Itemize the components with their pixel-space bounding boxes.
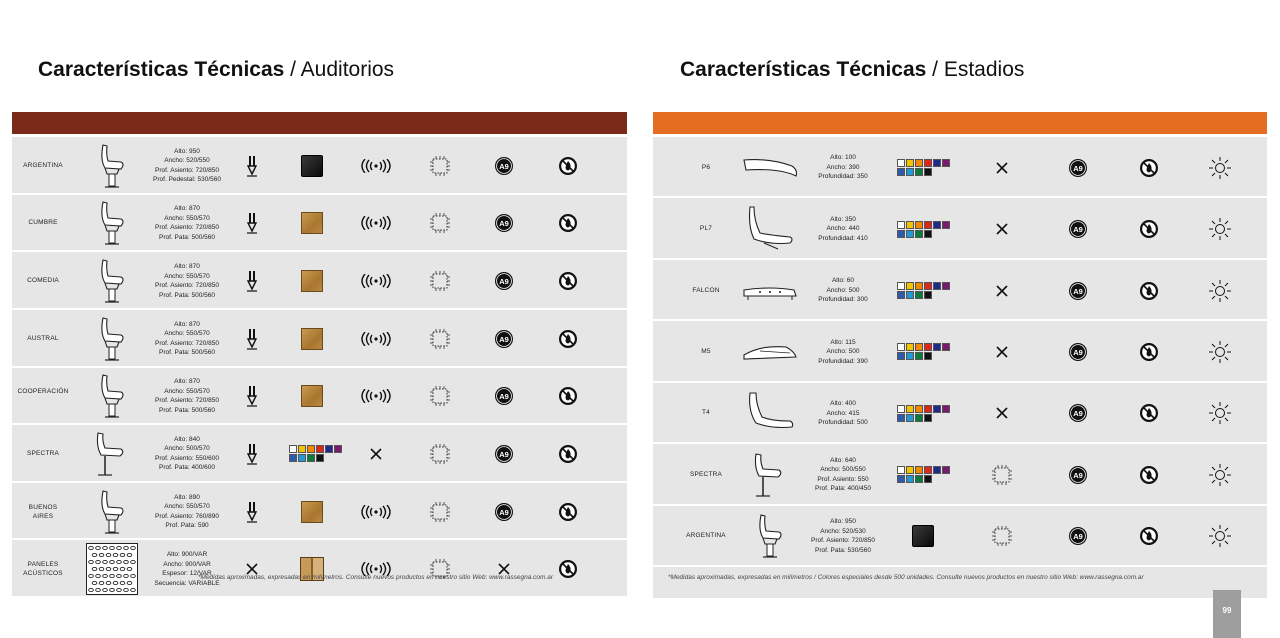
spec-line: Prof. Asiento: 550 <box>817 475 869 483</box>
pen-icon <box>240 368 264 426</box>
a9-icon <box>492 310 516 368</box>
svg-text:A9: A9 <box>1073 347 1083 357</box>
spec-line: Alto: 950 <box>830 518 856 526</box>
table-row <box>653 321 1267 382</box>
svg-text:A9: A9 <box>499 392 509 402</box>
spec-line: Espesor: 12/VAR <box>162 570 212 578</box>
color-swatches <box>891 260 955 321</box>
svg-text:A9: A9 <box>1073 163 1083 173</box>
product-name: COOPERACIÓN <box>17 388 69 396</box>
pen-icon <box>240 137 264 195</box>
spec-line: Ancho: 550/570 <box>164 330 210 338</box>
acoustic-wave-icon <box>357 310 395 368</box>
cross-icon <box>990 137 1014 198</box>
spec-line: Ancho: 500/550 <box>820 466 866 474</box>
spec-line: Prof. Asiento: 550/600 <box>155 454 219 462</box>
product-specs <box>142 493 232 531</box>
fireproof-icon <box>1137 383 1161 444</box>
panel-image <box>84 542 140 596</box>
spec-line: Prof. Pata: 500/560 <box>158 349 215 357</box>
svg-text:A9: A9 <box>1073 532 1083 542</box>
product-name: PANELES ACÚSTICOS <box>23 561 63 578</box>
acoustic-wave-icon <box>357 137 395 195</box>
page-title: Características Técnicas / Estadios <box>680 58 1025 81</box>
acoustic-wave-icon <box>357 483 395 541</box>
spec-line: Prof. Pedestal: 530/560 <box>153 176 221 184</box>
fireproof-icon <box>556 368 580 426</box>
spec-line: Alto: 950 <box>174 147 200 155</box>
svg-text:A9: A9 <box>1073 286 1083 296</box>
spec-line: Prof. Pata: 590 <box>165 522 209 530</box>
table-row <box>12 137 627 195</box>
spec-line: Ancho: 440 <box>826 225 860 233</box>
a9-icon <box>1066 321 1090 382</box>
acoustic-wave-icon <box>357 195 395 253</box>
fireproof-icon <box>1137 444 1161 505</box>
dimension-icon <box>990 444 1014 505</box>
color-swatches <box>897 405 950 422</box>
table-row <box>653 383 1267 444</box>
page-title: Características Técnicas / Auditorios <box>38 58 395 81</box>
cross-icon <box>990 260 1014 321</box>
a9-icon <box>492 252 516 310</box>
product-name: P6 <box>701 163 711 171</box>
color-swatches <box>891 321 955 382</box>
spec-line: Alto: 900/VAR <box>166 551 208 559</box>
product-name: AUSTRAL <box>27 334 59 342</box>
chair-image <box>84 312 140 366</box>
svg-text:A9: A9 <box>1073 470 1083 480</box>
spec-line: Prof. Asiento: 720/850 <box>155 224 219 232</box>
svg-text:A9: A9 <box>499 449 509 459</box>
table-row <box>12 483 627 541</box>
table-row <box>12 540 627 598</box>
svg-text:A9: A9 <box>499 334 509 344</box>
cross-icon <box>990 198 1014 259</box>
spec-line: Alto: 60 <box>831 277 855 285</box>
color-swatches <box>891 198 955 259</box>
seat-image <box>733 385 807 442</box>
chair-image <box>84 370 140 424</box>
dimension-icon <box>428 368 452 426</box>
a9-icon <box>492 483 516 541</box>
fireproof-icon <box>556 483 580 541</box>
spec-line: Alto: 870 <box>174 205 200 213</box>
table-row <box>653 506 1267 567</box>
pen-icon <box>240 252 264 310</box>
product-name: M5 <box>701 347 711 355</box>
spec-line: Prof. Asiento: 720/850 <box>155 282 219 290</box>
fireproof-icon <box>1137 321 1161 382</box>
acoustic-wave-icon <box>357 252 395 310</box>
cross-icon <box>990 321 1014 382</box>
table-row <box>12 252 627 310</box>
spec-line: Prof. Asiento: 720/850 <box>155 166 219 174</box>
dimension-icon <box>428 195 452 253</box>
color-swatches <box>891 444 955 505</box>
dimension-icon <box>428 425 452 483</box>
seat-image <box>733 508 807 565</box>
product-specs <box>803 215 883 244</box>
spec-line: Ancho: 500 <box>826 348 860 356</box>
spec-line: Prof. Asiento: 720/850 <box>811 537 875 545</box>
spec-line: Prof. Pata: 400/600 <box>158 464 215 472</box>
right-page <box>640 0 1280 638</box>
svg-text:A9: A9 <box>1073 409 1083 419</box>
spec-line: Ancho: 520/530 <box>820 527 866 535</box>
uv-resistant-icon <box>1208 506 1232 567</box>
product-name: FALCON <box>692 286 720 294</box>
spec-line: Ancho: 500 <box>826 286 860 294</box>
pen-icon <box>240 425 264 483</box>
fireproof-icon <box>1137 260 1161 321</box>
fireproof-icon <box>556 252 580 310</box>
spec-line: Alto: 840 <box>174 435 200 443</box>
finish-sample <box>300 252 324 310</box>
spec-line: Alto: 640 <box>830 456 856 464</box>
fireproof-icon <box>556 195 580 253</box>
acoustic-wave-icon <box>357 368 395 426</box>
spec-line: Ancho: 550/570 <box>164 272 210 280</box>
color-swatches <box>891 137 955 198</box>
spec-line: Ancho: 415 <box>826 409 860 417</box>
finish-sample <box>300 540 324 598</box>
spec-line: Alto: 890 <box>174 493 200 501</box>
table-row <box>653 260 1267 321</box>
chair-image <box>84 427 140 481</box>
fireproof-icon <box>1137 137 1161 198</box>
spec-line: Ancho: 500/570 <box>164 445 210 453</box>
fireproof-icon <box>556 425 580 483</box>
fireproof-icon <box>556 310 580 368</box>
uv-resistant-icon <box>1208 383 1232 444</box>
spec-line: Alto: 870 <box>174 263 200 271</box>
spec-line: Alto: 400 <box>830 400 856 408</box>
color-swatches <box>897 343 950 360</box>
fireproof-icon <box>556 137 580 195</box>
finish-sample <box>893 506 953 567</box>
product-name: BUENOS AIRES <box>28 503 58 520</box>
finish-sample <box>300 310 324 368</box>
spec-line: Ancho: 550/570 <box>164 387 210 395</box>
color-swatches <box>289 445 342 462</box>
a9-icon <box>1066 137 1090 198</box>
footnote: *Medidas aproximadas, expresadas en milímetros / Colores especiales desde 500 unidades. Consulte nuevos productos en nuestro sitio Web: www.rassegna.com.ar <box>668 574 1144 581</box>
color-swatches <box>891 383 955 444</box>
finish-sample <box>300 195 324 253</box>
spec-line: Prof. Pata: 500/560 <box>158 233 215 241</box>
product-specs <box>803 338 883 367</box>
dimension-icon <box>428 483 452 541</box>
finish-sample <box>300 368 324 426</box>
table-row <box>12 310 627 368</box>
table-row <box>12 368 627 426</box>
accent-bar <box>12 112 627 134</box>
cross-icon <box>990 383 1014 444</box>
product-name: ARGENTINA <box>23 161 63 169</box>
seat-image <box>733 200 807 257</box>
chair-image <box>84 197 140 251</box>
product-specs <box>142 435 232 473</box>
color-swatches <box>897 282 950 299</box>
table-row <box>12 425 627 483</box>
a9-icon <box>1066 383 1090 444</box>
chair-image <box>84 254 140 308</box>
spec-line: Alto: 100 <box>830 154 856 162</box>
table-row <box>12 195 627 253</box>
color-swatches <box>897 466 950 483</box>
seat-image <box>733 139 807 196</box>
spec-line: Prof. Asiento: 720/850 <box>155 339 219 347</box>
spec-line: Prof. Pata: 500/560 <box>158 291 215 299</box>
spec-line: Alto: 870 <box>174 320 200 328</box>
a9-icon <box>1066 260 1090 321</box>
spec-line: Profundidad: 300 <box>818 296 868 304</box>
fireproof-icon <box>1137 198 1161 259</box>
spec-line: Secuencia: VARIABLE <box>154 579 220 587</box>
product-name: CUMBRE <box>28 219 58 227</box>
uv-resistant-icon <box>1208 321 1232 382</box>
color-swatches <box>897 159 950 176</box>
product-specs <box>142 262 232 300</box>
seat-image <box>733 446 807 503</box>
a9-icon <box>492 137 516 195</box>
spec-line: Alto: 115 <box>830 338 856 346</box>
page-number: 99 <box>1213 590 1241 638</box>
product-specs <box>803 153 883 182</box>
accent-bar <box>653 112 1267 134</box>
pen-icon <box>240 483 264 541</box>
uv-resistant-icon <box>1208 137 1232 198</box>
table-row <box>653 444 1267 505</box>
uv-resistant-icon <box>1208 198 1232 259</box>
svg-text:A9: A9 <box>499 507 509 517</box>
product-specs <box>142 377 232 415</box>
spec-line: Prof. Pata: 530/560 <box>814 546 871 554</box>
product-specs <box>142 147 232 185</box>
product-specs <box>142 550 232 588</box>
cross-icon <box>492 540 516 598</box>
fireproof-icon <box>556 540 580 598</box>
spec-line: Ancho: 520/550 <box>164 157 210 165</box>
product-specs <box>803 517 883 555</box>
spec-line: Ancho: 550/570 <box>164 503 210 511</box>
table-row <box>653 137 1267 198</box>
spec-line: Profundidad: 350 <box>818 173 868 181</box>
table-row <box>653 198 1267 259</box>
spec-line: Profundidad: 410 <box>818 234 868 242</box>
spec-line: Profundidad: 500 <box>818 419 868 427</box>
product-specs <box>142 320 232 358</box>
spec-line: Alto: 350 <box>830 215 856 223</box>
uv-resistant-icon <box>1208 260 1232 321</box>
dimension-icon <box>428 137 452 195</box>
auditorium-table <box>12 137 627 598</box>
pen-icon <box>240 310 264 368</box>
fireproof-icon <box>1137 506 1161 567</box>
uv-resistant-icon <box>1208 444 1232 505</box>
seat-image <box>733 262 807 319</box>
chair-image <box>84 485 140 539</box>
a9-icon <box>492 425 516 483</box>
color-swatches <box>280 425 350 483</box>
spec-line: Ancho: 550/570 <box>164 214 210 222</box>
spec-line: Ancho: 900/VAR <box>163 560 211 568</box>
pen-icon <box>240 195 264 253</box>
svg-text:A9: A9 <box>499 219 509 229</box>
dimension-icon <box>428 310 452 368</box>
cross-icon <box>240 540 264 598</box>
spec-line: Prof. Pata: 500/560 <box>158 406 215 414</box>
cross-icon <box>357 425 395 483</box>
spec-line: Prof. Asiento: 720/850 <box>155 397 219 405</box>
a9-icon <box>492 195 516 253</box>
product-name: SPECTRA <box>26 449 60 457</box>
finish-sample <box>300 137 324 195</box>
a9-icon <box>1066 444 1090 505</box>
product-name: T4 <box>702 409 710 417</box>
spec-line: Prof. Pata: 400/450 <box>814 485 871 493</box>
svg-text:A9: A9 <box>499 161 509 171</box>
spec-line: Profundidad: 390 <box>818 357 868 365</box>
finish-sample <box>300 483 324 541</box>
spec-line: Alto: 870 <box>174 378 200 386</box>
product-specs <box>803 276 883 305</box>
product-name: COMEDIA <box>27 277 59 285</box>
product-name: SPECTRA <box>689 470 723 478</box>
a9-icon <box>1066 198 1090 259</box>
product-specs <box>803 399 883 428</box>
svg-text:A9: A9 <box>1073 225 1083 235</box>
spec-line: Ancho: 390 <box>826 163 860 171</box>
acoustic-wave-icon <box>357 540 395 598</box>
spec-line: Prof. Asiento: 760/890 <box>155 512 219 520</box>
footnote: *Medidas aproximadas, expresadas en milímetros. Consulte nuevos productos en nuestro sitio Web: www.rassegna.com.ar <box>198 574 554 581</box>
chair-image <box>84 139 140 193</box>
color-swatches <box>897 221 950 238</box>
product-name: PL7 <box>699 225 713 233</box>
dimension-icon <box>428 540 452 598</box>
seat-image <box>733 323 807 380</box>
a9-icon <box>1066 506 1090 567</box>
svg-text:A9: A9 <box>499 277 509 287</box>
product-name: ARGENTINA <box>686 532 726 540</box>
product-specs <box>142 204 232 242</box>
dimension-icon <box>428 252 452 310</box>
dimension-icon <box>990 506 1014 567</box>
a9-icon <box>492 368 516 426</box>
stadium-table <box>653 137 1267 598</box>
product-specs <box>803 456 883 494</box>
